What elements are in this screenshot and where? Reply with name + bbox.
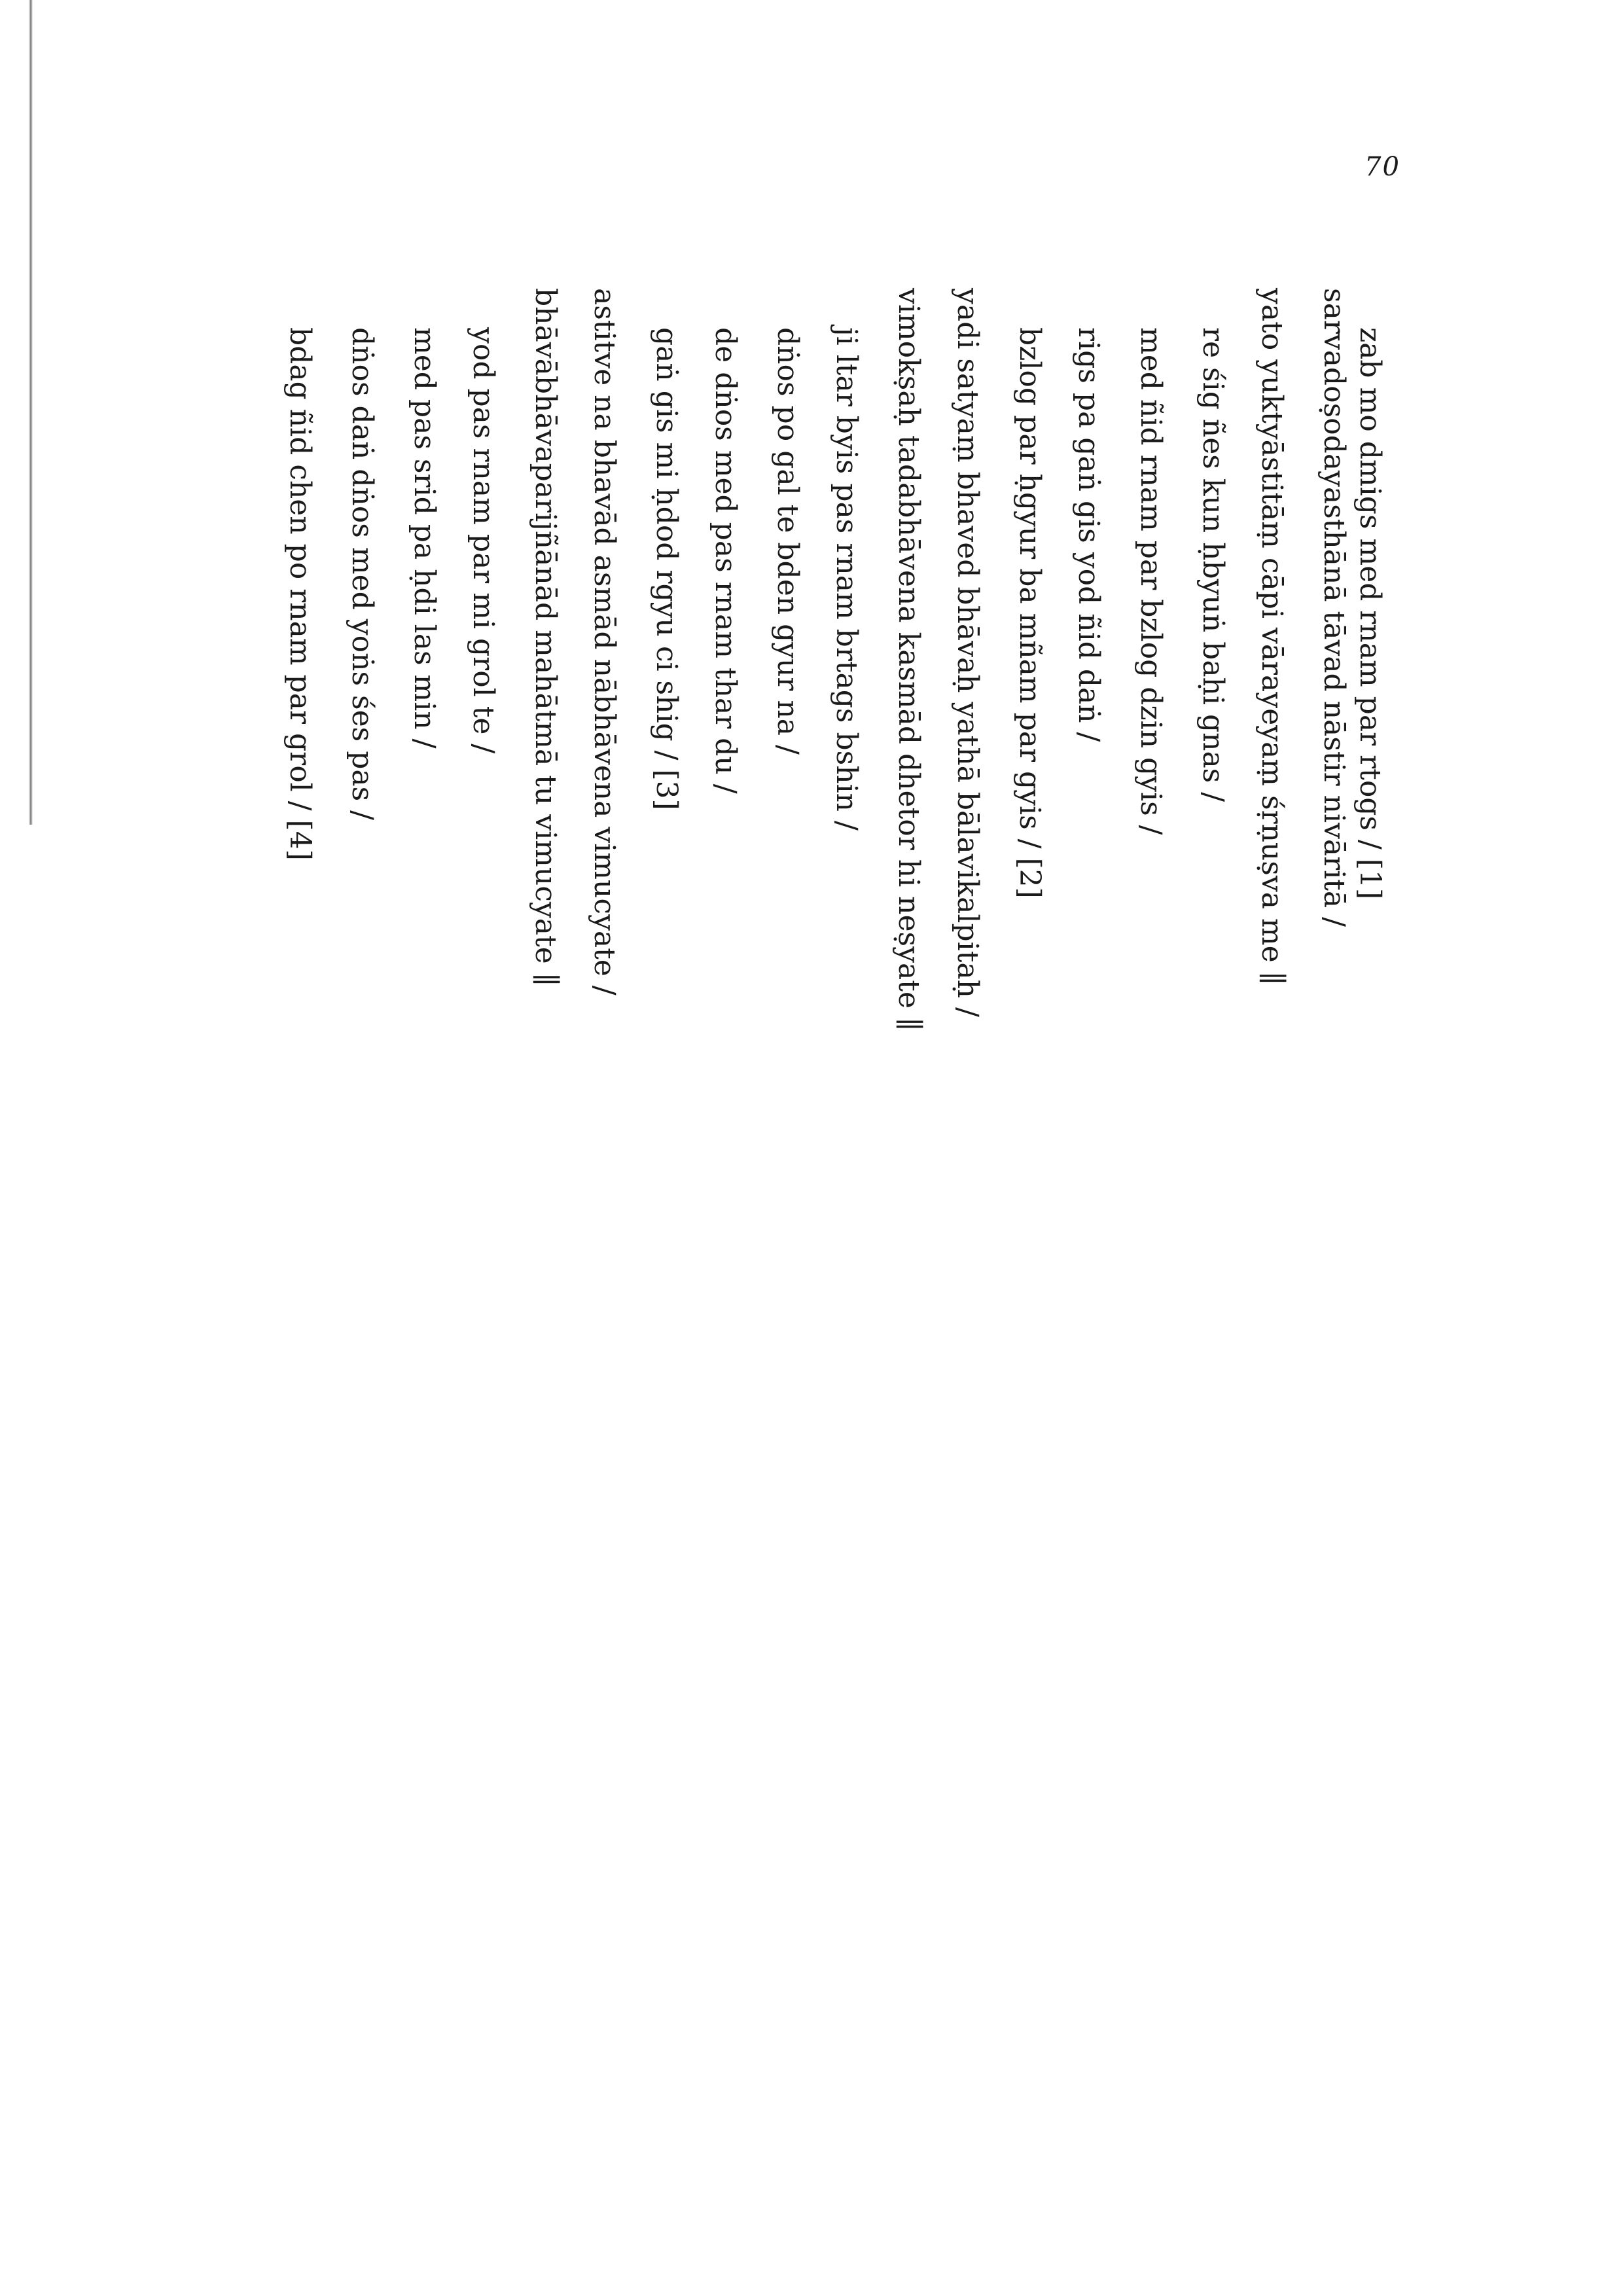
- verse-line: re śig ñes kun ḥbyuṅ baḥi gnas /: [1196, 327, 1230, 802]
- verse-line: zab mo dmigs med rnam par rtogs / [1]: [1353, 327, 1387, 900]
- verse-line: bdag ñid chen po rnam par grol / [4]: [283, 327, 317, 861]
- verse-line: yadi satyaṃ bhaved bhāvaḥ yathā bālavikalpitaḥ /: [951, 288, 984, 1017]
- verse-line: yod pas rnam par mi grol te /: [467, 327, 500, 754]
- verse-line: rigs pa gaṅ gis yod ñid daṅ /: [1072, 327, 1105, 742]
- verse-line: bhāvābhāvaparijñānād mahātmā tu vimucyate ∥: [529, 288, 562, 986]
- verse-line: ji ltar byis pas rnam brtags bshin /: [830, 327, 863, 831]
- verse-line: astitve na bhavād asmād nābhāvena vimucyate /: [588, 288, 621, 996]
- verse-line: gaṅ gis mi ḥdod rgyu ci shig / [3]: [650, 327, 683, 810]
- verse-line: de dṅos med pas rnam thar du /: [709, 327, 742, 794]
- verse-line: dṅos po gal te bden gyur na /: [771, 327, 804, 755]
- verse-line: sarvadoṣodayasthānā tāvad nāstir nivāritā /: [1317, 288, 1351, 927]
- verse-line: bzlog par ḥgyur ba mñam par gyis / [2]: [1013, 327, 1046, 899]
- verse-line: vimokṣaḥ tadabhāvena kasmād dhetor hi neṣyate ∥: [892, 288, 925, 1031]
- verse-line: med ñid rnam par bzlog dzin gyis /: [1134, 327, 1168, 835]
- verse-line: yato yuktyāstitāṃ cāpi vārayeyaṃ śṛṇuṣva me ∥: [1255, 288, 1289, 986]
- verse-line: med pas srid pa ḥdi las min /: [408, 327, 441, 749]
- scan-edge-shadow: [29, 0, 33, 825]
- verse-line: dṅos daṅ dṅos med yoṅs śes pas /: [346, 327, 379, 820]
- page-number: 70: [1364, 152, 1400, 182]
